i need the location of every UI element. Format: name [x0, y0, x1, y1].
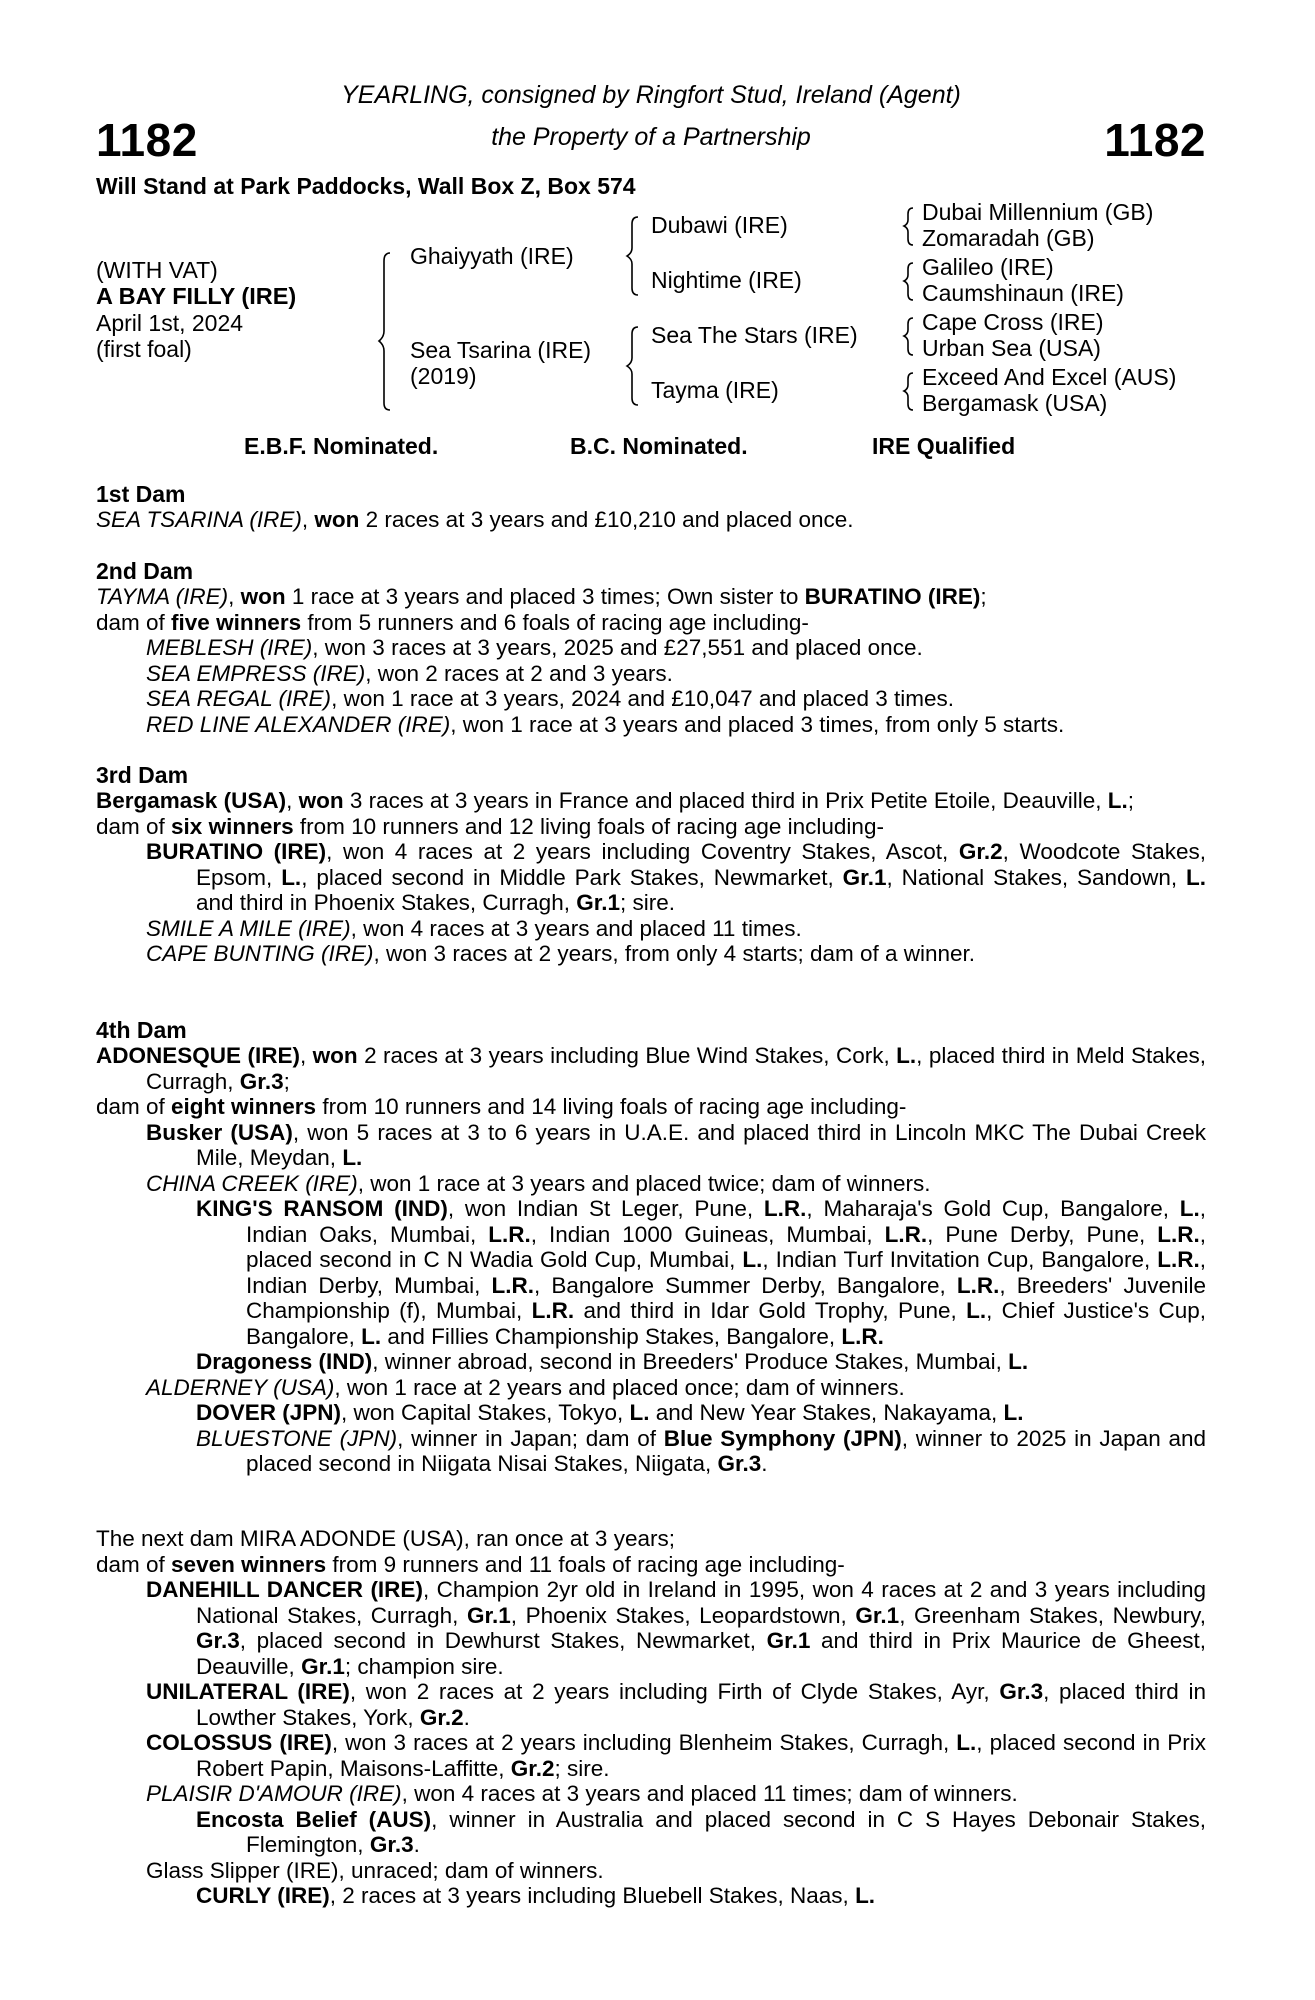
- gen3-6: Urban Sea (USA): [922, 335, 1101, 361]
- progeny-item: BURATINO (IRE), won 4 races at 2 years including Coventry Stakes, Ascot, Gr.2, Woodcote Stakes, Epsom, L., placed second in Middle Park Stakes, Newmarket, Gr.1, National Stakes, Sandown, L. and third in Phoenix Stakes, Curragh, Gr.1; sire.: [146, 839, 1206, 915]
- progeny-item: RED LINE ALEXANDER (IRE), won 1 race at 3 years and placed 3 times, from only 5 starts.: [146, 711, 1065, 737]
- progeny-item: MEBLESH (IRE), won 3 races at 3 years, 2025 and £27,551 and placed once.: [146, 635, 923, 660]
- stand-location: Will Stand at Park Paddocks, Wall Box Z, Box 574: [96, 173, 636, 199]
- gen3-1: Dubai Millennium (GB): [922, 199, 1154, 225]
- sire-name: Ghaiyyath (IRE): [410, 243, 574, 269]
- second-dam-title: 2nd Dam: [96, 558, 194, 584]
- second-dam-text: TAYMA (IRE), won 1 race at 3 years and placed 3 times; Own sister to BURATINO (IRE);: [96, 584, 987, 609]
- gen3-2: Zomaradah (GB): [922, 225, 1095, 251]
- fourth-dam-produce-line: dam of eight winners from 10 runners and 14 living foals of racing age including-: [96, 1094, 907, 1119]
- progeny-item: PLAISIR D'AMOUR (IRE), won 4 races at 3 years and placed 11 times; dam of winners.: [146, 1781, 1018, 1806]
- next-dam-produce-line: dam of seven winners from 9 runners and 11 foals of racing age including-: [96, 1551, 845, 1577]
- foaled-date: April 1st, 2024: [96, 310, 244, 336]
- first-dam-text: SEA TSARINA (IRE), won 2 races at 3 years and £10,210 and placed once.: [96, 507, 854, 532]
- progeny-item: BLUESTONE (JPN), winner in Japan; dam of Blue Symphony (JPN), winner to 2025 in Japan and placed second in Niigata Nisai Stakes, Niigata, Gr.3.: [196, 1425, 1207, 1476]
- foal-note: (first foal): [96, 336, 192, 362]
- first-dam-section: [96, 481, 1206, 533]
- progeny-item: Dragoness (IND), winner abroad, second in Breeders' Produce Stakes, Mumbai, L.: [196, 1349, 1029, 1374]
- sire-dam: Nightime (IRE): [651, 267, 802, 293]
- progeny-item: SEA EMPRESS (IRE), won 2 races at 2 and 3 years.: [146, 660, 673, 686]
- pedigree-table: [96, 199, 1206, 425]
- third-dam-produce-line: dam of six winners from 10 runners and 12 living foals of racing age including-: [96, 813, 884, 839]
- vat-note: (WITH VAT): [96, 257, 218, 283]
- second-dam-section: [96, 558, 1206, 737]
- second-dam-produce-line: dam of five winners from 5 runners and 6 foals of racing age including-: [96, 609, 809, 635]
- gen3-4: Caumshinaun (IRE): [922, 280, 1124, 306]
- third-dam-text: Bergamask (USA), won 3 races at 3 years in France and placed third in Prix Petite Etoile, Deauville, L.;: [96, 788, 1134, 813]
- consignor-line: YEARLING, consigned by Ringfort Stud, Ireland (Agent): [341, 81, 961, 109]
- progeny-item: KING'S RANSOM (IND), won Indian St Leger, Pune, L.R., Maharaja's Gold Cup, Bangalore, L., Indian Oaks, Mumbai, L.R., Indian 1000 Guineas, Mumbai, L.R., Pune Derby, Pune, L.R., placed second in C N Wadia Gold Cup, Mumbai, L., Indian Turf Invitation Cup, Bangalore, L.R., Indian Derby, Mumbai, L.R., Bangalore Summer Derby, Bangalore, L.R., Breeders' Juvenile Championship (f), Mumbai, L.R. and third in Idar Gold Trophy, Pune, L., Chief Justice's Cup, Bangalore, L. and Fillies Championship Stakes, Bangalore, L.R.: [196, 1196, 1206, 1349]
- fourth-dam-title: 4th Dam: [96, 1017, 187, 1043]
- progeny-item: DANEHILL DANCER (IRE), Champion 2yr old in Ireland in 1995, won 4 races at 2 and 3 years including National Stakes, Curragh, Gr.1, Phoenix Stakes, Leopardstown, Gr.1, Greenham Stakes, Newbury, Gr.3, placed second in Dewhurst Stakes, Newmarket, Gr.1 and third in Prix Maurice de Gheest, Deauville, Gr.1; champion sire.: [146, 1577, 1206, 1679]
- lot-number-right: 1182: [1104, 114, 1206, 166]
- gen3-3: Galileo (IRE): [922, 254, 1054, 280]
- progeny-item: ALDERNEY (USA), won 1 race at 2 years and placed once; dam of winners.: [146, 1374, 905, 1400]
- gen3-7: Exceed And Excel (AUS): [922, 364, 1177, 390]
- progeny-item: CHINA CREEK (IRE), won 1 race at 3 years and placed twice; dam of winners.: [146, 1170, 931, 1196]
- fourth-dam-section: [96, 1017, 1206, 1477]
- third-dam-title: 3rd Dam: [96, 762, 189, 788]
- lot-horse-name: A BAY FILLY (IRE): [96, 283, 297, 309]
- progeny-item: DOVER (JPN), won Capital Stakes, Tokyo, L. and New Year Stakes, Nakayama, L.: [196, 1400, 1024, 1425]
- progeny-item: CURLY (IRE), 2 races at 3 years including Bluebell Stakes, Naas, L.: [196, 1883, 876, 1908]
- dam-dam: Tayma (IRE): [651, 377, 779, 403]
- property-line: the Property of a Partnership: [491, 123, 811, 151]
- dam-sire: Sea The Stars (IRE): [651, 322, 858, 348]
- progeny-item: CAPE BUNTING (IRE), won 3 races at 2 years, from only 4 starts; dam of a winner.: [146, 941, 976, 966]
- gen3-8: Bergamask (USA): [922, 390, 1108, 416]
- progeny-item: Glass Slipper (IRE), unraced; dam of winners.: [146, 1857, 604, 1883]
- catalogue-page: [96, 0, 1206, 2000]
- sire-sire: Dubawi (IRE): [651, 212, 788, 238]
- bc-nomination: B.C. Nominated.: [570, 433, 748, 459]
- progeny-item: SMILE A MILE (IRE), won 4 races at 3 years and placed 11 times.: [146, 915, 802, 941]
- fourth-dam-text: ADONESQUE (IRE), won 2 races at 3 years including Blue Wind Stakes, Cork, L., placed third in Meld Stakes, Curragh, Gr.3;: [96, 1043, 1206, 1094]
- ebf-nomination: E.B.F. Nominated.: [244, 433, 439, 459]
- gen3-5: Cape Cross (IRE): [922, 309, 1104, 335]
- first-dam-title: 1st Dam: [96, 481, 186, 507]
- dam-name: Sea Tsarina (IRE): [410, 337, 592, 363]
- progeny-item: UNILATERAL (IRE), won 2 races at 2 years including Firth of Clyde Stakes, Ayr, Gr.3, placed third in Lowther Stakes, York, Gr.2.: [146, 1679, 1207, 1730]
- dam-year: (2019): [410, 363, 477, 389]
- progeny-item: COLOSSUS (IRE), won 3 races at 2 years including Blenheim Stakes, Curragh, L., placed second in Prix Robert Papin, Maisons-Laffitte, Gr.2; sire.: [146, 1730, 1206, 1781]
- progeny-item: Busker (USA), won 5 races at 3 to 6 years in U.A.E. and placed third in Lincoln MKC The Dubai Creek Mile, Meydan, L.: [146, 1119, 1206, 1170]
- next-dam-section: [96, 1526, 1206, 1909]
- ire-qualified: IRE Qualified: [872, 433, 1016, 459]
- first-dam-name: SEA TSARINA (IRE): [96, 507, 302, 532]
- lot-number-left: 1182: [96, 114, 198, 166]
- progeny-item: SEA REGAL (IRE), won 1 race at 3 years, 2024 and £10,047 and placed 3 times.: [146, 686, 954, 711]
- progeny-item: Encosta Belief (AUS), winner in Australia and placed second in C S Hayes Debonair Stakes, Flemington, Gr.3.: [196, 1806, 1207, 1857]
- next-dam-line: The next dam MIRA ADONDE (USA), ran once at 3 years;: [96, 1526, 675, 1551]
- third-dam-section: [96, 762, 1206, 967]
